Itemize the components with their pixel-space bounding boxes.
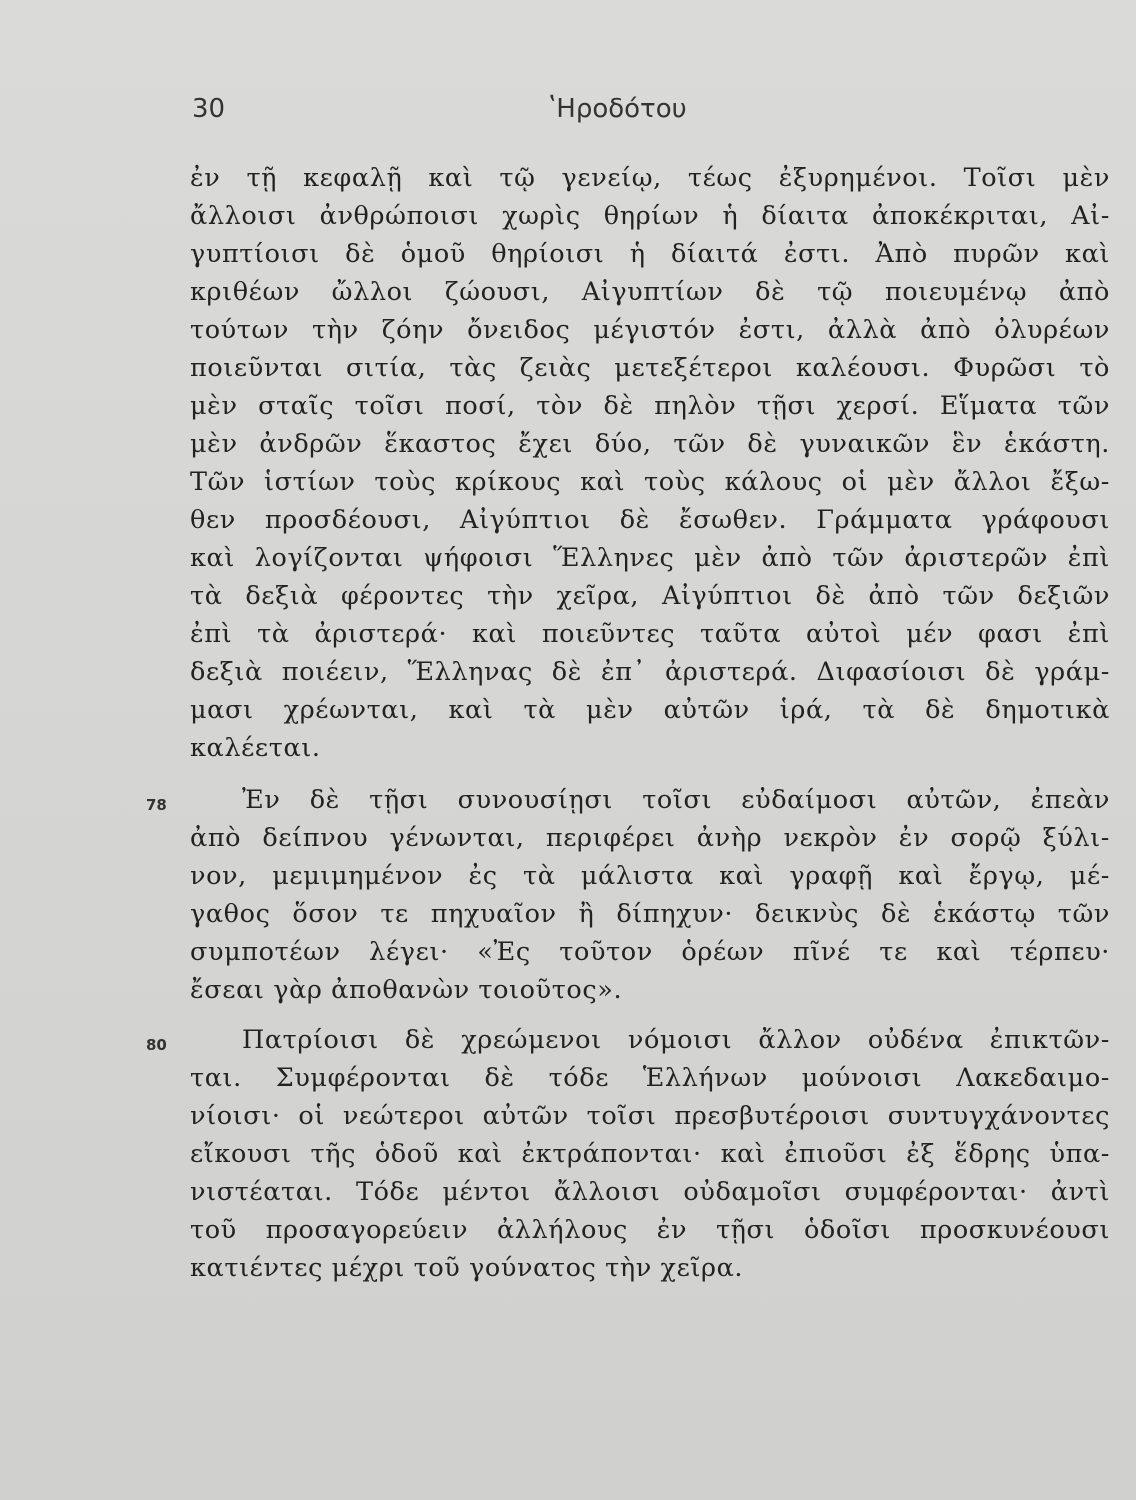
text-line: ἔσεαι γὰρ ἀποθανὼν τοιοῦτος». (190, 975, 623, 1005)
text-line: τὰ δεξιὰ φέροντες τὴν χεῖρα, Αἰγύπτιοι δὲ ἀπὸ τῶν δεξιῶν (190, 581, 1110, 611)
text-line: θεν προσδέουσι, Αἰγύπτιοι δὲ ἔσωθεν. Γράμματα γράφουσι (190, 505, 1110, 535)
text-line: νίοισι· οἱ νεώτεροι αὐτῶν τοῖσι πρεσβυτέροισι συντυγχάνοντες (190, 1101, 1110, 1131)
text-line: καὶ λογίζονται ψήφοισι Ἕλληνες μὲν ἀπὸ τῶν ἀριστερῶν ἐπὶ (190, 543, 1110, 573)
chapter-number-80: 80 (146, 1036, 167, 1054)
text-line: εἴκουσι τῆς ὁδοῦ καὶ ἐκτράπονται· καὶ ἐπιοῦσι ἐξ ἕδρης ὑπα- (190, 1139, 1110, 1169)
text-line: ται. Συμφέρονται δὲ τόδε Ἑλλήνων μούνοισι Λακεδαιμο- (190, 1063, 1110, 1093)
text-line: ποιεῦνται σιτία, τὰς ζειὰς μετεξέτεροι καλέουσι. Φυρῶσι τὸ (190, 353, 1110, 383)
text-line: μὲν ἀνδρῶν ἕκαστος ἔχει δύο, τῶν δὲ γυναικῶν ἓν ἑκάστη. (190, 429, 1110, 459)
text-line: νιστέαται. Τόδε μέντοι ἄλλοισι οὐδαμοῖσι συμφέρονται· ἀντὶ (190, 1177, 1110, 1207)
text-line: καλέεται. (190, 733, 321, 763)
text-line: ἐν τῇ κεφαλῇ καὶ τῷ γενείῳ, τέως ἐξυρημένοι. Τοῖσι μὲν (190, 163, 1110, 193)
text-line: κατιέντες μέχρι τοῦ γούνατος τὴν χεῖρα. (190, 1253, 744, 1283)
text-line: τούτων τὴν ζόην ὄνειδος μέγιστόν ἐστι, ἀλλὰ ἀπὸ ὀλυρέων (190, 315, 1110, 345)
text-line: μασι χρέωνται, καὶ τὰ μὲν αὐτῶν ἱρά, τὰ δὲ δημοτικὰ (190, 695, 1110, 725)
text-line: κριθέων ὤλλοι ζώουσι, Αἰγυπτίων δὲ τῷ ποιευμένῳ ἀπὸ (190, 277, 1110, 307)
text-line: τοῦ προσαγορεύειν ἀλλήλους ἐν τῇσι ὁδοῖσι προσκυνέουσι (190, 1215, 1110, 1245)
text-line: ἐπὶ τὰ ἀριστερά· καὶ ποιεῦντες ταῦτα αὐτοὶ μέν φασι ἐπὶ (190, 619, 1110, 649)
text-line: μὲν σταῖς τοῖσι ποσί, τὸν δὲ πηλὸν τῇσι χερσί. Εἵματα τῶν (190, 391, 1110, 421)
text-line: γαθος ὅσον τε πηχυαῖον ἢ δίπηχυν· δεικνὺς δὲ ἑκάστῳ τῶν (190, 899, 1110, 929)
text-line: Πατρίοισι δὲ χρεώμενοι νόμοισι ἄλλον οὐδένα ἐπικτῶν- (242, 1025, 1110, 1055)
text-line: Τῶν ἱστίων τοὺς κρίκους καὶ τοὺς κάλους οἱ μὲν ἄλλοι ἔξω- (190, 467, 1110, 497)
text-line: ἀπὸ δείπνου γένωνται, περιφέρει ἀνὴρ νεκρὸν ἐν σορῷ ξύλι- (190, 823, 1110, 853)
page-number: 30 (192, 94, 226, 124)
text-line: ἄλλοισι ἀνθρώποισι χωρὶς θηρίων ἡ δίαιτα ἀποκέκριται, Αἰ- (190, 201, 1110, 231)
page-header (0, 94, 1136, 134)
text-line: γυπτίοισι δὲ ὁμοῦ θηρίοισι ἡ δίαιτά ἐστι. Ἀπὸ πυρῶν καὶ (190, 239, 1110, 269)
running-title: ʽΗροδότου (548, 94, 687, 124)
text-line: συμποτέων λέγει· «Ἐς τοῦτον ὁρέων πῖνέ τε καὶ τέρπευ· (190, 937, 1110, 967)
chapter-number-78: 78 (146, 796, 167, 814)
text-line: δεξιὰ ποιέειν, Ἕλληνας δὲ ἐπ᾽ ἀριστερά. Διφασίοισι δὲ γράμ- (190, 657, 1110, 687)
text-line: νον, μεμιμημένον ἐς τὰ μάλιστα καὶ γραφῇ καὶ ἔργῳ, μέ- (190, 861, 1110, 891)
text-line: Ἐν δὲ τῇσι συνουσίῃσι τοῖσι εὐδαίμοσι αὐτῶν, ἐπεὰν (242, 785, 1110, 815)
